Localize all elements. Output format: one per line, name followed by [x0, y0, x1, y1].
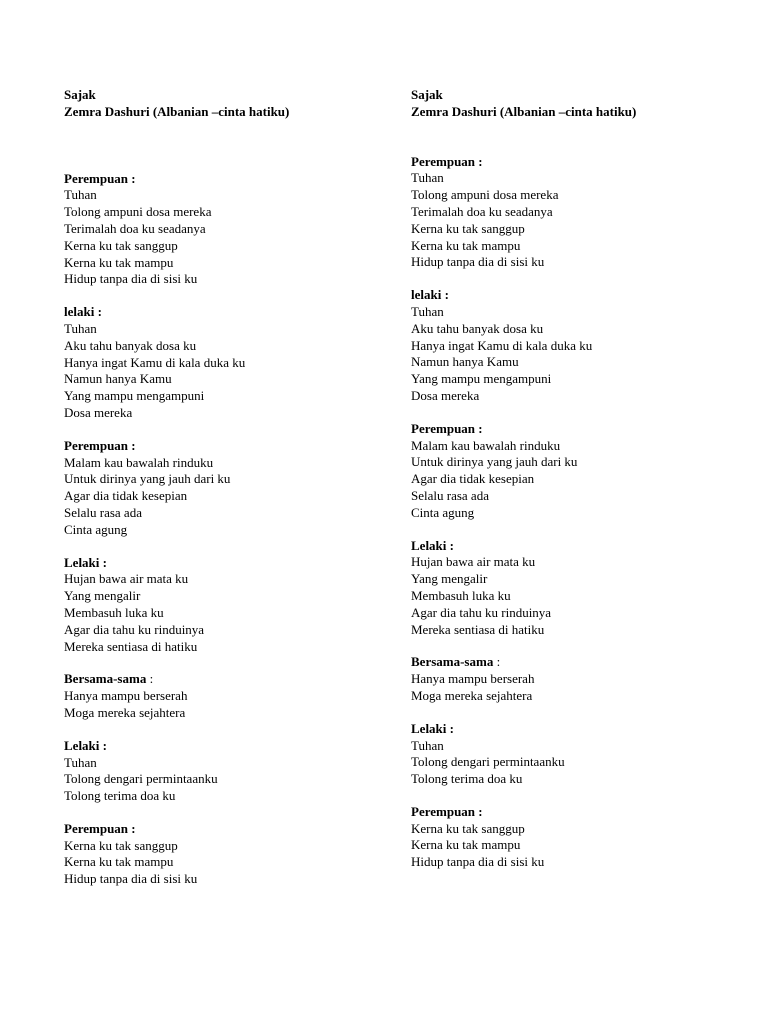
speaker-colon: :: [478, 803, 483, 819]
verse-line: Tuhan: [411, 737, 444, 753]
verse-line: Dosa mereka: [411, 387, 480, 403]
speaker-colon: :: [478, 153, 483, 169]
speaker-label: [411, 654, 741, 671]
verse-line: Hanya ingat Kamu di kala duka ku: [64, 354, 246, 370]
verse-line: Agar dia tahu ku rinduinya: [64, 621, 205, 637]
verse-line: Kerna ku tak sanggup: [411, 220, 525, 236]
verse-line: Hujan bawa air mata ku: [64, 571, 189, 587]
speaker-label: [64, 821, 394, 838]
speaker-label: [411, 421, 741, 438]
verse-line: Hidup tanpa dia di sisi ku: [64, 871, 198, 887]
stanza: [64, 821, 394, 888]
verse-line: Moga mereka sejahtera: [64, 704, 186, 720]
poem-column-left: [64, 87, 394, 888]
verse-line: Hidup tanpa dia di sisi ku: [411, 254, 545, 270]
speaker-name: Perempuan: [411, 153, 476, 169]
speaker-label: [411, 804, 741, 821]
speaker-colon: :: [496, 654, 501, 670]
verse-line: Tolong dengari permintaanku: [411, 754, 565, 770]
speaker-colon: :: [131, 170, 136, 186]
speaker-name: lelaki: [411, 287, 442, 303]
speaker-colon: :: [97, 304, 102, 320]
verse-line: Kerna ku tak mampu: [64, 854, 174, 870]
verse-line: Hidup tanpa dia di sisi ku: [411, 854, 545, 870]
speaker-label: [64, 438, 394, 455]
verse-line: Yang mampu mengampuni: [64, 388, 205, 404]
verse-line: Hanya ingat Kamu di kala duka ku: [411, 337, 593, 353]
verse-line: Agar dia tidak kesepian: [64, 488, 188, 504]
stanza: [411, 721, 741, 788]
verse-line: Tuhan: [64, 187, 97, 203]
verse-line: Kerna ku tak sanggup: [64, 837, 178, 853]
verse-line: Agar dia tahu ku rinduinya: [411, 604, 552, 620]
speaker-name: Perempuan: [411, 803, 476, 819]
verse-line: Mereka sentiasa di hatiku: [64, 638, 198, 654]
verse-line: Kerna ku tak mampu: [411, 837, 521, 853]
verse-line: Namun hanya Kamu: [64, 371, 172, 387]
verse-line: Hanya mampu berserah: [64, 688, 188, 704]
stanza: [411, 804, 741, 871]
speaker-label: [64, 671, 394, 688]
stanza: [64, 304, 394, 422]
poem-title: Zemra Dashuri (Albanian –cinta hatiku): [411, 103, 637, 119]
verse-line: Moga mereka sejahtera: [411, 687, 533, 703]
speaker-name: Lelaki: [64, 554, 100, 570]
verse-line: Cinta agung: [411, 504, 475, 520]
verse-line: Selalu rasa ada: [411, 487, 489, 503]
verse-line: Membasuh luka ku: [411, 587, 511, 603]
poem-type-heading: Sajak: [411, 87, 443, 102]
verse-line: Tuhan: [64, 754, 97, 770]
stanza: [411, 654, 741, 704]
stanza: [64, 555, 394, 656]
stanza: [411, 538, 741, 639]
stanza: [64, 438, 394, 539]
verse-line: Tuhan: [411, 303, 444, 319]
speaker-colon: :: [102, 737, 107, 753]
stanza: [411, 421, 741, 522]
stanza: [64, 171, 394, 289]
speaker-colon: :: [102, 554, 107, 570]
verse-line: Tolong ampuni dosa mereka: [64, 204, 212, 220]
stanza: [64, 738, 394, 805]
speaker-name: Lelaki: [411, 537, 447, 553]
verse-line: Kerna ku tak sanggup: [64, 237, 178, 253]
verse-line: Terimalah doa ku seadanya: [411, 203, 553, 219]
speaker-colon: :: [449, 720, 454, 736]
stanza: [411, 154, 741, 272]
poem-title: Zemra Dashuri (Albanian –cinta hatiku): [64, 103, 290, 119]
speaker-label: [411, 154, 741, 171]
speaker-colon: :: [131, 820, 136, 836]
verse-line: Yang mampu mengampuni: [411, 371, 552, 387]
verse-line: Tolong ampuni dosa mereka: [411, 187, 559, 203]
verse-line: Namun hanya Kamu: [411, 354, 519, 370]
verse-line: Membasuh luka ku: [64, 604, 164, 620]
verse-line: Tolong terima doa ku: [64, 788, 176, 804]
verse-line: Tuhan: [411, 170, 444, 186]
speaker-name: Perempuan: [64, 437, 129, 453]
poem-type-heading: Sajak: [64, 87, 96, 102]
verse-line: Untuk dirinya yang jauh dari ku: [411, 454, 578, 470]
speaker-name: lelaki: [64, 304, 95, 320]
speaker-name: Lelaki: [64, 737, 100, 753]
verse-line: Yang mengalir: [64, 588, 141, 604]
verse-line: Terimalah doa ku seadanya: [64, 220, 206, 236]
speaker-colon: :: [444, 287, 449, 303]
verse-line: Selalu rasa ada: [64, 504, 142, 520]
verse-line: Agar dia tidak kesepian: [411, 471, 535, 487]
verse-line: Hanya mampu berserah: [411, 671, 535, 687]
verse-line: Aku tahu banyak dosa ku: [64, 337, 197, 353]
verse-line: Tolong terima doa ku: [411, 771, 523, 787]
speaker-label: [64, 738, 394, 755]
verse-line: Dosa mereka: [64, 404, 133, 420]
speaker-name: Bersama-sama: [411, 654, 494, 670]
speaker-name: Perempuan: [64, 170, 129, 186]
verse-line: Tuhan: [64, 320, 97, 336]
speaker-label: [411, 287, 741, 304]
poem-header: [64, 87, 394, 121]
speaker-label: [64, 555, 394, 572]
speaker-name: Bersama-sama: [64, 671, 147, 687]
verse-line: Mereka sentiasa di hatiku: [411, 621, 545, 637]
speaker-name: Perempuan: [411, 420, 476, 436]
poem-header: [411, 87, 741, 121]
verse-line: Untuk dirinya yang jauh dari ku: [64, 471, 231, 487]
verse-line: Aku tahu banyak dosa ku: [411, 320, 544, 336]
speaker-name: Perempuan: [64, 820, 129, 836]
speaker-colon: :: [478, 420, 483, 436]
verse-line: Malam kau bawalah rinduku: [411, 437, 561, 453]
speaker-colon: :: [149, 671, 154, 687]
verse-line: Malam kau bawalah rinduku: [64, 454, 214, 470]
speaker-label: [64, 304, 394, 321]
verse-line: Hujan bawa air mata ku: [411, 554, 536, 570]
verse-line: Cinta agung: [64, 521, 128, 537]
verse-line: Kerna ku tak sanggup: [411, 820, 525, 836]
speaker-colon: :: [449, 537, 454, 553]
stanza: [411, 287, 741, 405]
speaker-label: [411, 538, 741, 555]
verse-line: Hidup tanpa dia di sisi ku: [64, 271, 198, 287]
poem-column-right: [411, 87, 741, 871]
speaker-name: Lelaki: [411, 720, 447, 736]
speaker-label: [64, 171, 394, 188]
stanza: [64, 671, 394, 721]
speaker-colon: :: [131, 437, 136, 453]
verse-line: Yang mengalir: [411, 571, 488, 587]
verse-line: Kerna ku tak mampu: [411, 237, 521, 253]
verse-line: Kerna ku tak mampu: [64, 254, 174, 270]
verse-line: Tolong dengari permintaanku: [64, 771, 218, 787]
speaker-label: [411, 721, 741, 738]
